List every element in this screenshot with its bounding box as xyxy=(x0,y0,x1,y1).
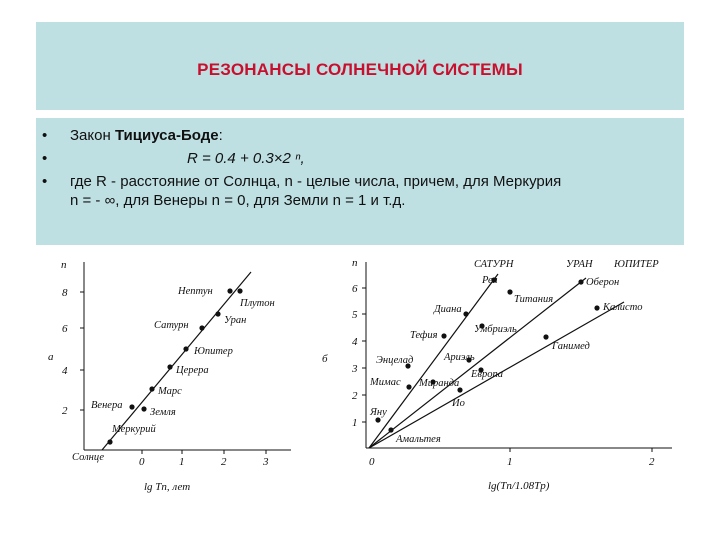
label-amalthea: Амальтея xyxy=(396,434,441,445)
label-oberon: Оберон xyxy=(586,277,620,288)
xtick-b-1: 1 xyxy=(507,456,513,468)
label-mimas: Мимас xyxy=(370,377,401,388)
label-mars: Марс xyxy=(158,386,182,397)
axis-b-ylabel: n xyxy=(352,257,358,269)
label-uranus-system: УРАН xyxy=(566,259,593,270)
ytick-a-8: 8 xyxy=(62,287,68,299)
panel-a-label: а xyxy=(48,351,54,363)
text-band xyxy=(36,118,684,245)
xtick-b-2: 2 xyxy=(649,456,655,468)
xtick-b-0: 0 xyxy=(369,456,375,468)
xtick-a-3: 3 xyxy=(263,456,269,468)
label-europa: Европа xyxy=(471,369,503,380)
ytick-b-3: 3 xyxy=(352,363,358,375)
label-saturn-system: САТУРН xyxy=(474,259,514,270)
label-tethys: Тефия xyxy=(410,330,438,341)
label-titania: Титания xyxy=(514,294,554,305)
xtick-a-2: 2 xyxy=(221,456,227,468)
bullet-3 xyxy=(42,172,562,210)
bullet-1-prefix: Закон xyxy=(70,127,115,144)
bullet-1-suffix: : xyxy=(218,127,223,144)
xtick-a-0: 0 xyxy=(139,456,145,468)
axis-b-xlabel: lg(Tп/1.08Tр) xyxy=(488,480,550,492)
panel-a xyxy=(48,259,291,493)
slide-title: РЕЗОНАНСЫ СОЛНЕЧНОЙ СИСТЕМЫ xyxy=(197,60,523,79)
label-earth: Земля xyxy=(150,407,176,418)
label-ganymede: Ганимед xyxy=(552,341,590,352)
label-venus: Венера xyxy=(91,400,123,411)
panel-b xyxy=(322,257,672,492)
bullet-1-bold: Тициуса-Боде xyxy=(114,127,219,144)
formula: R = 0.4 + 0.3×2 ⁿ, xyxy=(187,150,305,167)
label-uranus: Уран xyxy=(224,315,247,326)
bullet-3-line-2: n = - ∞, для Венеры n = 0, для Земли n = 1 и т.д. xyxy=(70,192,406,209)
ytick-b-1: 1 xyxy=(352,417,358,429)
bullet-3-line-1: где R - расстояние от Солнца, n - целые числа, причем, для Меркурия xyxy=(70,173,562,190)
resonance-figure xyxy=(36,252,684,530)
bullet-1 xyxy=(42,126,223,145)
figure xyxy=(36,252,684,530)
panel-b-label: б xyxy=(322,353,328,365)
label-callisto: Калисто xyxy=(603,302,643,313)
label-sun: Солнце xyxy=(72,452,105,463)
label-rhea: Рея xyxy=(482,275,498,286)
label-jupiter: Юпитер xyxy=(194,346,233,357)
label-janus: Яну xyxy=(370,407,387,418)
label-ceres: Церера xyxy=(176,365,209,376)
label-ariel: Ариэль xyxy=(444,352,475,363)
label-saturn: Сатурн xyxy=(154,320,189,331)
bullet-dot-icon: • xyxy=(42,173,48,190)
label-miranda: Миранда xyxy=(419,378,460,389)
label-neptune: Нептун xyxy=(178,286,213,297)
bullet-dot-icon: • xyxy=(42,150,48,167)
ytick-b-2: 2 xyxy=(352,390,358,402)
bullet-dot-icon: • xyxy=(42,127,48,144)
ytick-a-6: 6 xyxy=(62,323,68,335)
ytick-b-6: 6 xyxy=(352,283,358,295)
label-umbriel: Умбриэль xyxy=(474,324,517,335)
axis-a-ylabel: n xyxy=(61,259,67,271)
label-jupiter-system: ЮПИТЕР xyxy=(614,259,659,270)
ytick-a-4: 4 xyxy=(62,365,68,377)
title-band xyxy=(36,22,684,110)
xtick-a-1: 1 xyxy=(179,456,185,468)
ytick-a-2: 2 xyxy=(62,405,68,417)
ytick-b-5: 5 xyxy=(352,309,358,321)
label-io: Ио xyxy=(452,398,465,409)
label-pluto: Плутон xyxy=(240,298,275,309)
ytick-b-4: 4 xyxy=(352,336,358,348)
label-mercury: Меркурий xyxy=(112,424,156,435)
label-enceladus: Энцелад xyxy=(376,355,414,366)
axis-a-xlabel: lg Tп, лет xyxy=(144,481,191,493)
points-a xyxy=(107,288,242,444)
label-dione: Диана xyxy=(434,304,462,315)
